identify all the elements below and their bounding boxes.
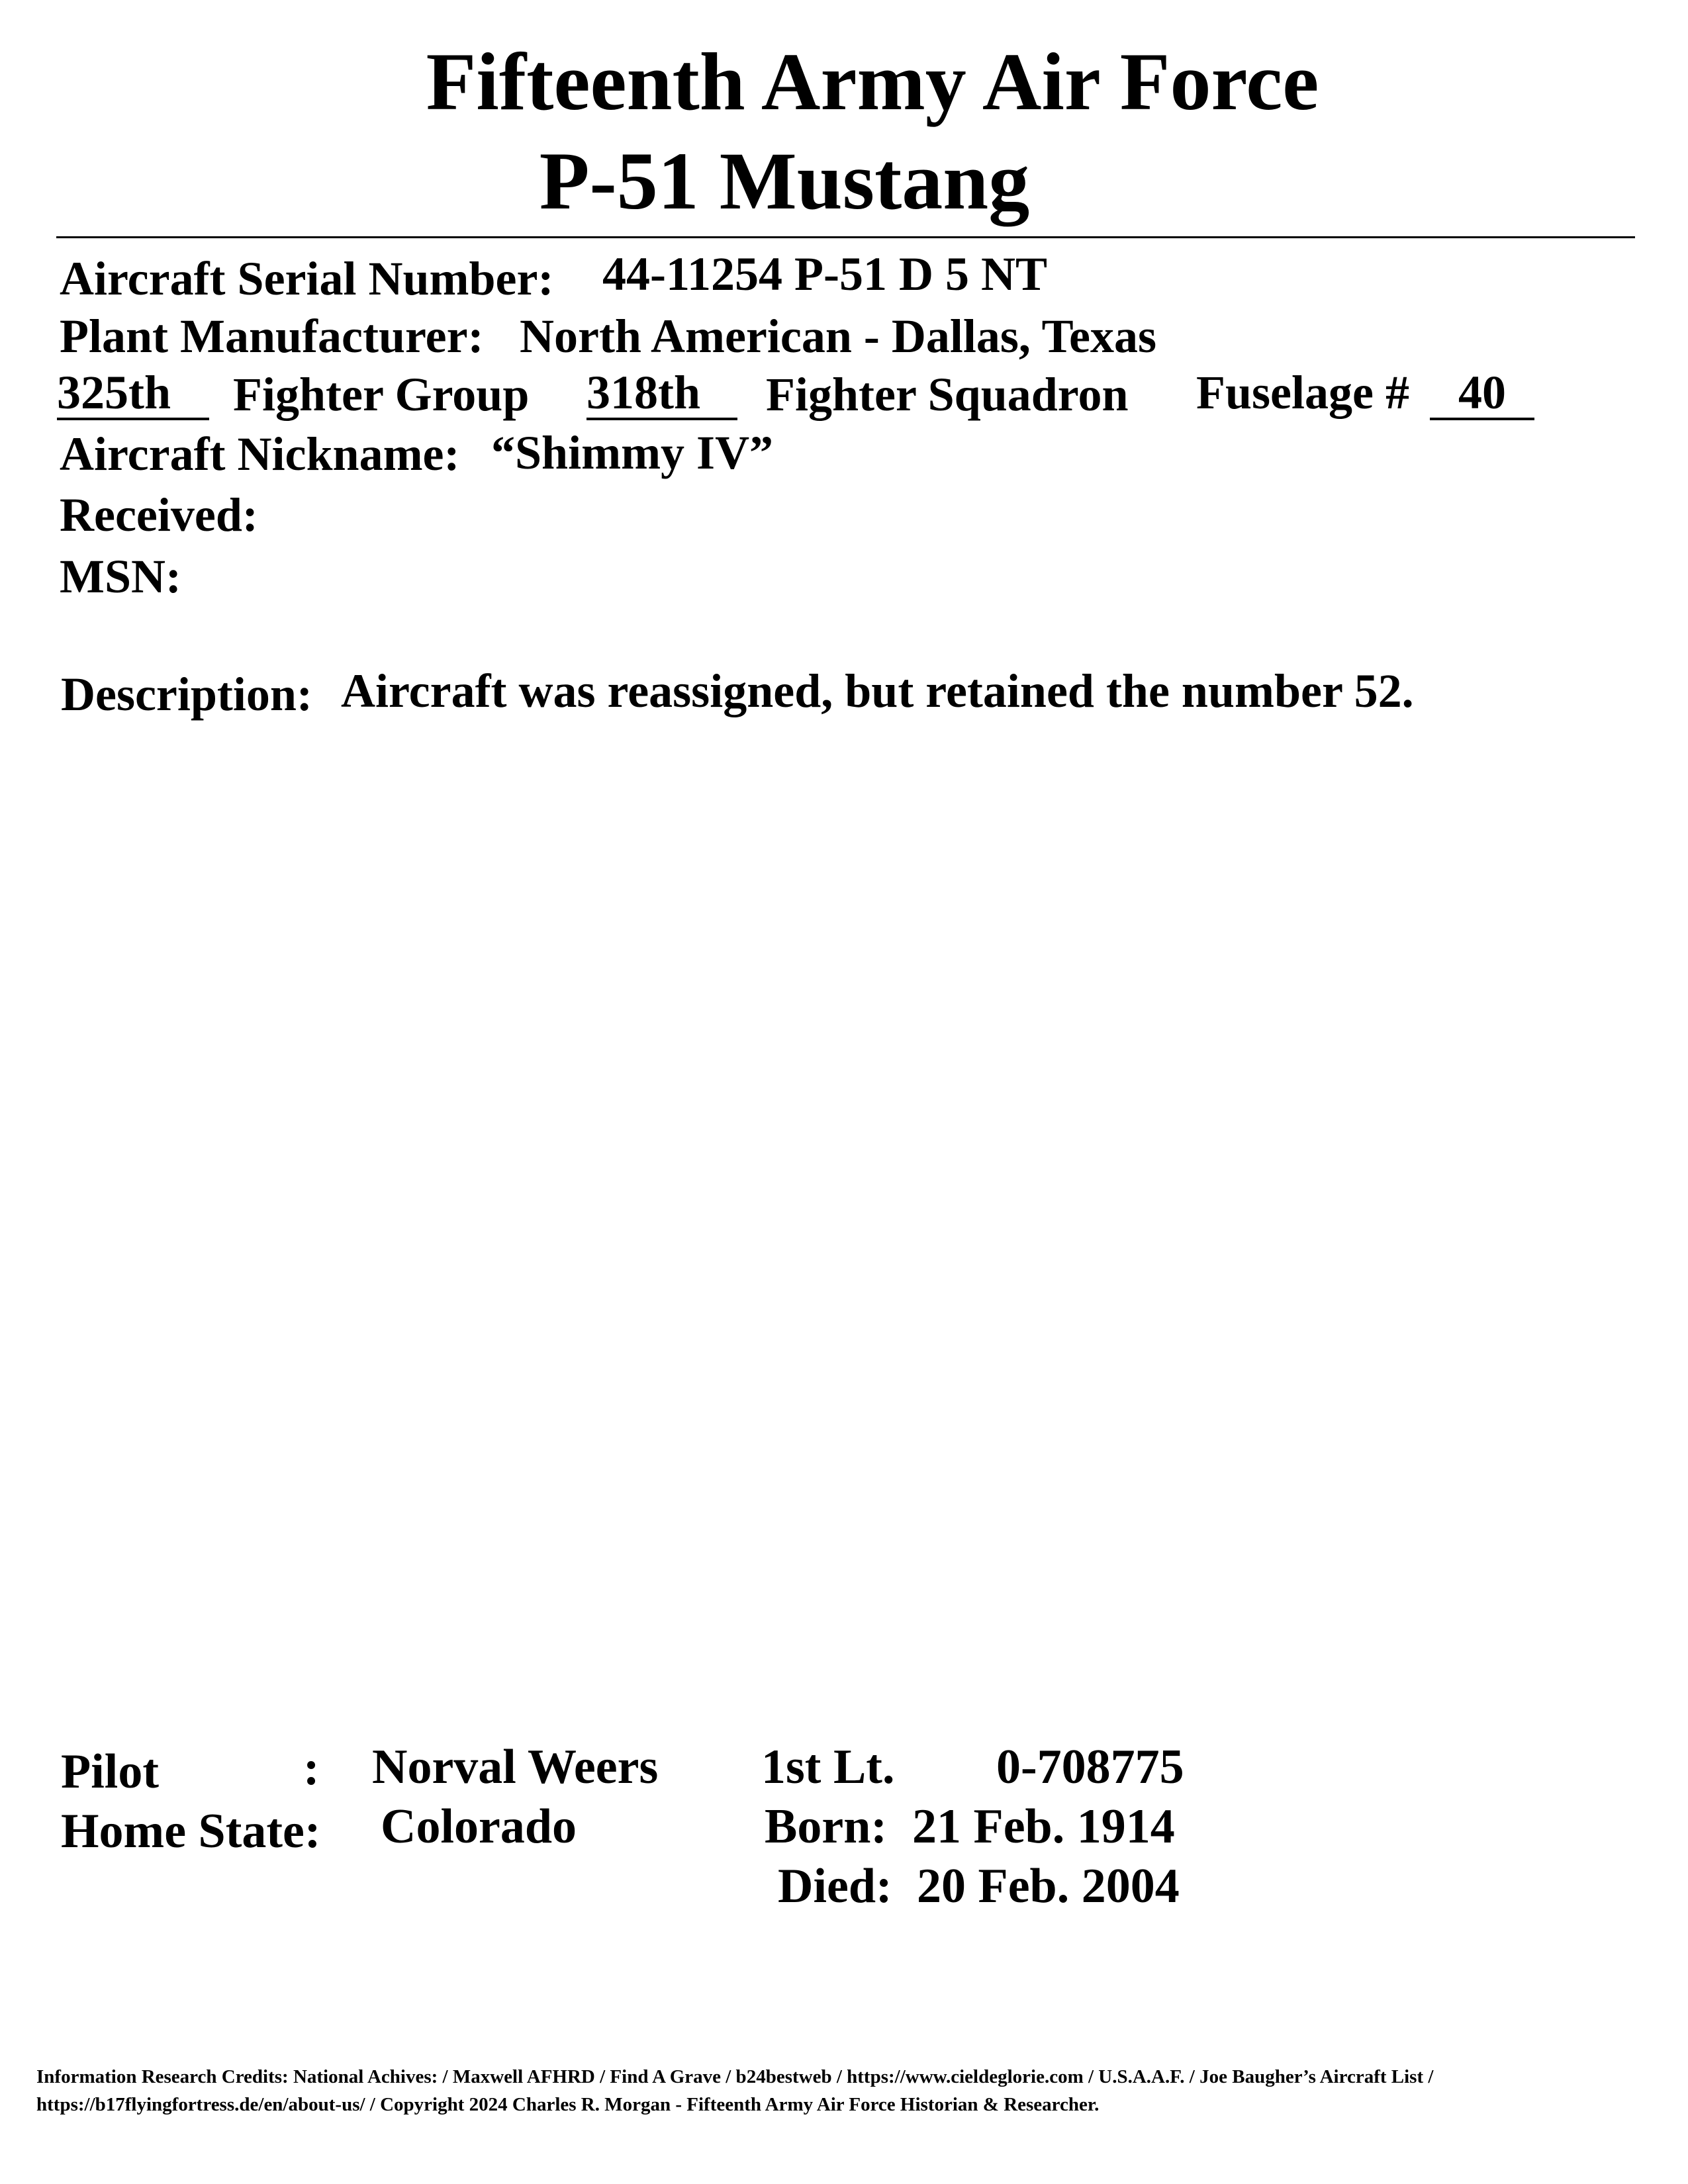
pilot-service-number: 0-708775 <box>996 1740 1184 1794</box>
fighter-squadron-label: Fighter Squadron <box>766 368 1129 421</box>
received-label: Received: <box>60 488 258 541</box>
died-value: 20 Feb. 2004 <box>917 1859 1180 1913</box>
died-label: Died: <box>778 1859 892 1913</box>
title-divider <box>56 236 1635 238</box>
page-subtitle: P-51 Mustang <box>539 136 1030 226</box>
fighter-group-value: 325th <box>57 369 209 420</box>
pilot-label: Pilot <box>61 1745 159 1799</box>
home-state-label: Home State: <box>61 1804 321 1858</box>
pilot-colon: : <box>303 1741 320 1796</box>
pilot-rank: 1st Lt. <box>761 1740 895 1794</box>
fuselage-number <box>1430 366 1534 420</box>
fighter-squadron-value: 318th <box>586 369 737 420</box>
page-title: Fifteenth Army Air Force <box>426 36 1319 127</box>
pilot-name: Norval Weers <box>372 1740 659 1794</box>
born-value: 21 Feb. 1914 <box>912 1799 1175 1854</box>
description-label: Description: <box>61 668 312 721</box>
home-state-value: Colorado <box>381 1799 577 1854</box>
serial-number-label: Aircraft Serial Number: <box>60 252 554 305</box>
serial-number-value: 44-11254 P-51 D 5 NT <box>602 248 1047 300</box>
msn-label: MSN: <box>60 550 181 603</box>
fuselage-value: 40 <box>1430 369 1534 420</box>
nickname-value: “Shimmy IV” <box>491 426 774 479</box>
born-label: Born: <box>765 1799 887 1854</box>
fighter-group-number <box>57 366 209 420</box>
fuselage-label: Fuselage # <box>1196 366 1409 419</box>
fighter-group-label: Fighter Group <box>233 368 530 421</box>
research-credits: Information Research Credits: National Achives: / Maxwell AFHRD / Find A Grave / b24bestweb / https://www.cieldeglorie.com / U.S.A.A.F. / Joe Baugher’s Aircraft List / https://b17flyingfortress.de/en/about-us/ / Copyright 2024 Charles R. Morgan - Fifteenth Army Air Force Historian & Researcher. <box>36 2066 1434 2116</box>
description-value: Aircraft was reassigned, but retained the number 52. <box>341 664 1414 717</box>
fighter-squadron-number <box>586 366 737 420</box>
nickname-label: Aircraft Nickname: <box>60 428 460 480</box>
manufacturer-label: Plant Manufacturer: <box>60 310 484 363</box>
manufacturer-value: North American - Dallas, Texas <box>520 310 1156 363</box>
